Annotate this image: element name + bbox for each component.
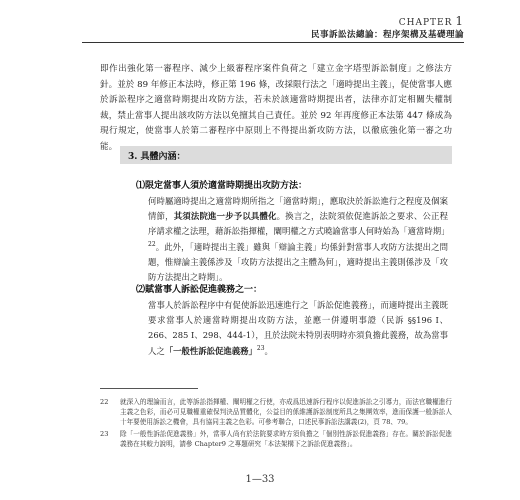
- intro-paragraph: 即作出強化第一審程序、減少上級審程序案件負荷之「建立金字塔型訴訟制度」之修法方針。並於 89 年修正本法時，修正第 196 條，改採限行法之「適時提出主義」，促使當事人應於訴訟程序之適當時期提出攻防方法，若未於該適當時期提出者，法律亦訂定相關失權制裁，禁止當事人提出該攻防方法以免擅其自己責任。並於 92 年再度修正本法第 447 條成為現行規定，使當事人於第二審程序中原則上不得提出新攻防方法，以徹底強化第一審之功能。: [100, 64, 452, 152]
- chapter-label: [399, 14, 464, 28]
- subsection-2-bold: 「一般性訴訟促進義務」: [164, 346, 257, 357]
- subsection-1-text-end: 。此外，「適時提出主義」雖與「辯論主義」均係針對當事人攻防方法提出之問題，惟辯論主義係涉及「攻防方法提出之主體為何」，適時提出主義則係涉及「攻防方法提出之時期」。: [148, 242, 448, 282]
- page-number: 1—33: [245, 474, 275, 485]
- subsection-1-text-after: 。換言之，法院須依促進訴訟之要求、公正程序請求權之法理，藉訴訟指揮權，闡明權之方式曉諭當事人何時始為「適當時期」: [148, 210, 450, 236]
- subsection-2-heading: ⑵賦當事人訴訟促進義務之一：: [136, 285, 263, 295]
- subsection-1-paragraph: [148, 194, 448, 285]
- footnote-ref-22[interactable]: 22: [148, 241, 156, 249]
- subsection-2-paragraph: [148, 298, 448, 359]
- section-heading: 3. 具體內涵：: [128, 152, 186, 162]
- chapter-title: 民事訴訟法總論：程序架構及基礎理論: [310, 30, 464, 40]
- chapter-label-text: CHAPTER: [398, 18, 453, 28]
- section-heading-bar: [120, 146, 452, 164]
- subsection-2-text-after: 。: [264, 346, 273, 357]
- subsection-1-text-before: 何時屬適時提出之適當時期所指之「適當時期」，應取決於訴訟進行之程度及個案情節，: [148, 196, 448, 221]
- subsection-1-heading: ⑴限定當事人須於適當時期提出攻防方法：: [136, 181, 308, 191]
- footnote-divider: [100, 388, 198, 389]
- chapter-number: 1: [455, 14, 464, 28]
- footnote-ref-23[interactable]: 23: [256, 345, 265, 353]
- footnote-text: 就深入的理論而言，此等訴訟指揮權、闡明權之行使，亦成爲迅速訴行程序以促進訴訟之引導力，而法官職權進行主義之色彩，而必可見職權重確保判決品質體化，公益目的係維護訴訟制度所具之集團效率，進而保護一般訴訟人十年要使用訴訟之機會，具有協同主義之色彩。可參考聯合，口述民事訴訟法講義(2)，頁 78、79。: [120, 398, 452, 426]
- footnote-number: 23: [100, 430, 109, 438]
- subsection-1-bold: 其須法院進一步予以具體化: [173, 210, 277, 221]
- subsection-2-text-before: 當事人於訴訟程序中有促使訴訟迅速進行之「訴訟促進義務」，而適時提出主義既要求當事人於適當時期提出攻防方法，並應一併遵明事證（民訴 §§196 Ⅰ、266、285 Ⅰ、298、444-1），且於法院未特別表明時亦須負擔此義務，故為當事人之: [148, 300, 448, 357]
- footnote-22: [100, 398, 452, 427]
- footnote-23: [100, 430, 452, 450]
- footnote-text: 除「一般性訴訟促進義務」外，當事人尚有於法院要求時方須負擔之「個別性訴訟促進義務」存在。關於訴訟促進義務在其較力說明，請參 Chapter9 之專題研究「本法架構下之訴訟促進義務」。: [120, 430, 452, 448]
- header-divider: [82, 42, 464, 43]
- footnote-number: 22: [100, 398, 109, 406]
